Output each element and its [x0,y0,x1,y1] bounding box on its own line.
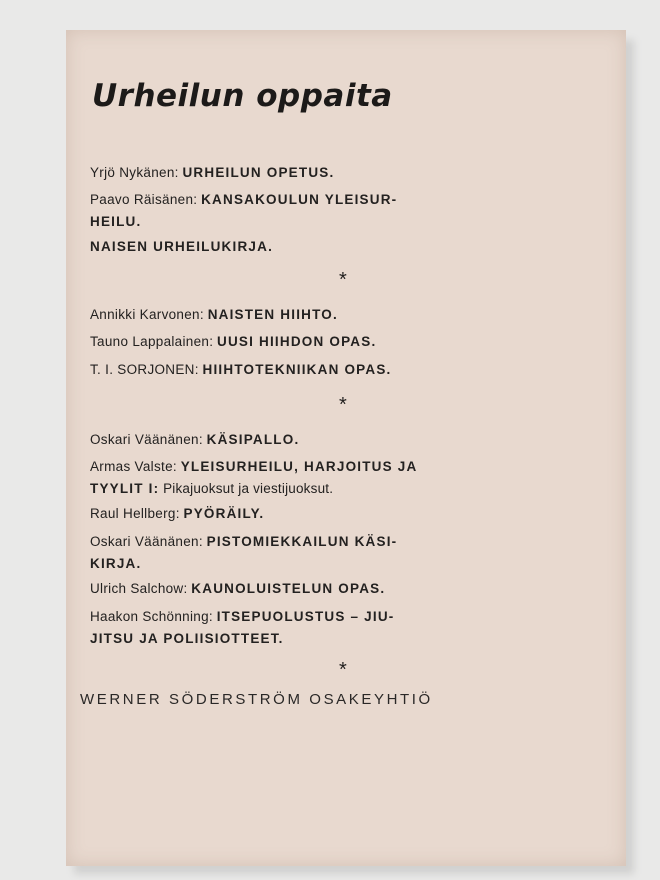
entry-author: Paavo Räisänen: [90,192,198,207]
entry-title: ITSEPUOLUSTUS – JIU- [216,609,395,624]
separator-2: * [339,394,347,416]
entry-karvonen [90,304,490,326]
entry-title: HIIHTOTEKNIIKAN OPAS. [202,362,392,377]
entry-author: Haakon Schönning: [90,609,213,624]
entry-title: KANSAKOULUN YLEISUR- [201,192,398,207]
entry-author: Tauno Lappalainen: [90,334,214,349]
entry-title: NAISTEN HIIHTO. [207,307,338,322]
entry-author: Ulrich Salchow: [90,581,188,596]
separator-3: * [339,659,347,681]
entry-raisanen [90,189,490,233]
separator-1: * [339,269,347,291]
entry-title: UUSI HIIHDON OPAS. [217,334,377,349]
entry-sorjonen [90,359,490,381]
entry-hellberg [90,503,490,525]
entry-title-cont: TYYLIT I: [90,481,160,496]
entry-title-cont: KIRJA. [90,556,142,571]
entry-title: YLEISURHEILU, HARJOITUS JA [180,459,418,474]
entry-author: Oskari Väänänen: [90,534,203,549]
entry-title: NAISEN URHEILUKIRJA. [90,239,274,254]
entry-valste [90,456,490,500]
entry-salchow [90,578,490,600]
entry-title: PISTOMIEKKAILUN KÄSI- [206,534,398,549]
entry-title: KAUNOLUISTELUN OPAS. [191,581,386,596]
entry-vaananen-pistomiekkailu [90,531,490,575]
entry-author: Annikki Karvonen: [90,307,204,322]
entry-title: URHEILUN OPETUS. [182,165,335,180]
entry-author: Armas Valste: [90,459,177,474]
entry-title-cont: HEILU. [90,214,142,229]
entry-title: PYÖRÄILY. [183,506,265,521]
entry-title-cont: JITSU JA POLIISIOTTEET. [90,631,284,646]
entry-author: Raul Hellberg: [90,506,180,521]
entry-title: KÄSIPALLO. [206,432,300,447]
entry-naisen-urheilukirja [90,236,490,258]
entry-vaananen-kasipallo [90,429,490,451]
entry-author: T. I. SORJONEN: [90,362,199,377]
entry-subtitle: Pikajuoksut ja viestijuoksut. [163,481,334,496]
page-title: Urheilun oppaita [92,78,393,114]
entry-author: Oskari Väänänen: [90,432,203,447]
entry-author: Yrjö Nykänen: [90,165,179,180]
entry-lappalainen [90,331,490,353]
publisher-name: WERNER SÖDERSTRÖM OSAKEYHTIÖ [80,691,433,708]
entry-nykanen [90,162,490,184]
entry-schonning [90,606,490,650]
